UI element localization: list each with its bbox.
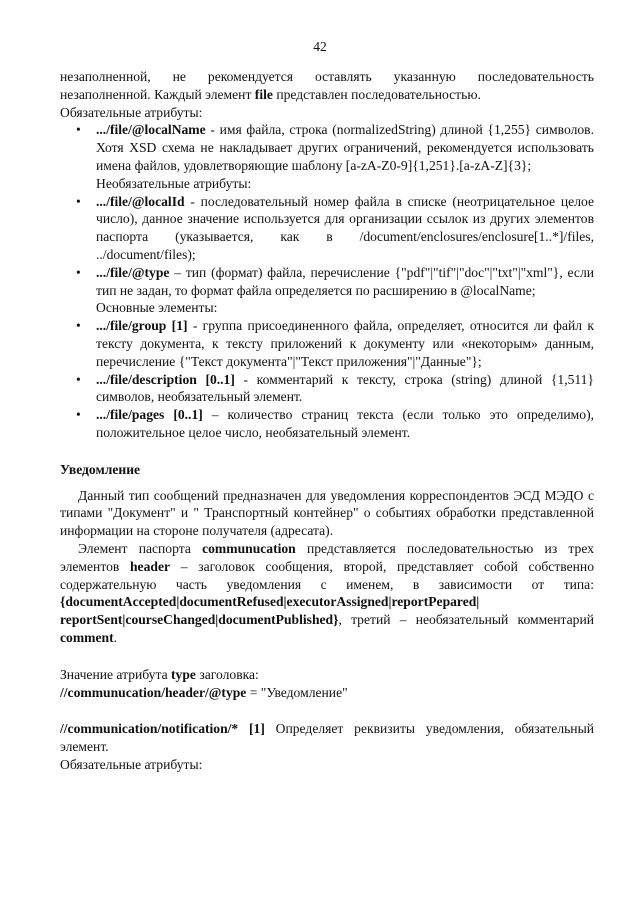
- list-item: • .../file/description [0..1] - комментарий к тексту, строка (string) длиной {1,511} символов, необязательный элемент.: [76, 371, 594, 405]
- bullet: •: [76, 122, 81, 138]
- list-item: • .../file/@localId - последовательный номер файла в списке (неотрицательное целое число), данное значение используется для организации ссылок из других элементов паспорта (указывается, как в /document/enclosures/enclosure[1..*]/files, ../document/files);: [76, 193, 594, 262]
- file-elements-list: [60, 317, 594, 442]
- bullet: •: [76, 193, 81, 209]
- page-content: [60, 68, 594, 774]
- notification-paragraph-1: Данный тип сообщений предназначен для уведомления корреспондентов ЭСД МЭДО с типами "Документ" и " Транспортный контейнер" о событиях обработки представленной информации на стороне получателя (адресата).: [60, 487, 594, 539]
- file-attributes-list: [60, 121, 594, 174]
- page-number: 42: [313, 39, 327, 54]
- intro-paragraph: незаполненной, не рекомендуется оставлять указанную последовательность незаполненной. Каждый элемент file представлен последовательностью.: [60, 69, 594, 102]
- file-optional-list: [60, 193, 594, 300]
- bullet: •: [76, 371, 81, 387]
- optional-attributes-label: Необязательные атрибуты:: [96, 175, 252, 191]
- main-elements-label: Основные элементы:: [96, 300, 218, 316]
- list-item: • .../file/pages [0..1] – количество страниц текста (если только это определимо), положительное целое число, необязательный элемент.: [76, 407, 594, 440]
- header-type-value: //communucation/header/@type = "Уведомление": [60, 684, 348, 700]
- notification-element-paragraph: //communication/notification/* [1] Определяет реквизиты уведомления, обязательный элемент.: [60, 721, 594, 755]
- notification-paragraph-2: Элемент паспорта communucation представляется последовательностью из трех элементов header – заголовок сообщения, второй, представляет собой собственно содержательную часть уведомления с именем, в зависимости от типа: {documentAccepted|documentRefused|executorAssigned|reportPepared| reportSent|courseChanged|documentPublished}, третий – необязательный комментарий comment.: [60, 540, 594, 645]
- required-attributes-label-2: Обязательные атрибуты:: [60, 756, 203, 772]
- list-item: • .../file/@type – тип (формат) файла, перечисление {"pdf"|"tif"|"doc"|"txt"|"xml"}, если тип не задан, то формат файла определяется по расширению в @localName;: [76, 264, 594, 298]
- bullet: •: [76, 318, 81, 334]
- required-attributes-label: Обязательные атрибуты:: [60, 104, 203, 120]
- bullet: •: [76, 407, 81, 423]
- list-item: • .../file/@localName - имя файла, строка (normalizedString) длиной {1,255} символов. Хотя XSD схема не накладывает других ограничений, рекомендуется использовать имена файлов, удовлетворяющие шаблону [a-zA-Z0-9]{1,251}.[a-zA-Z]{3};: [76, 122, 594, 173]
- header-type-label: Значение атрибута type заголовка:: [60, 666, 259, 682]
- list-item: • .../file/group [1] - группа присоединенного файла, определяет, относится ли файл к тексту документа, к тексту приложений к документу или «некоторым» данным, перечисление {"Текст документа"|"Текст приложения"|"Данные"};: [76, 318, 594, 369]
- bullet: •: [76, 264, 81, 280]
- section-heading: Уведомление: [60, 461, 141, 477]
